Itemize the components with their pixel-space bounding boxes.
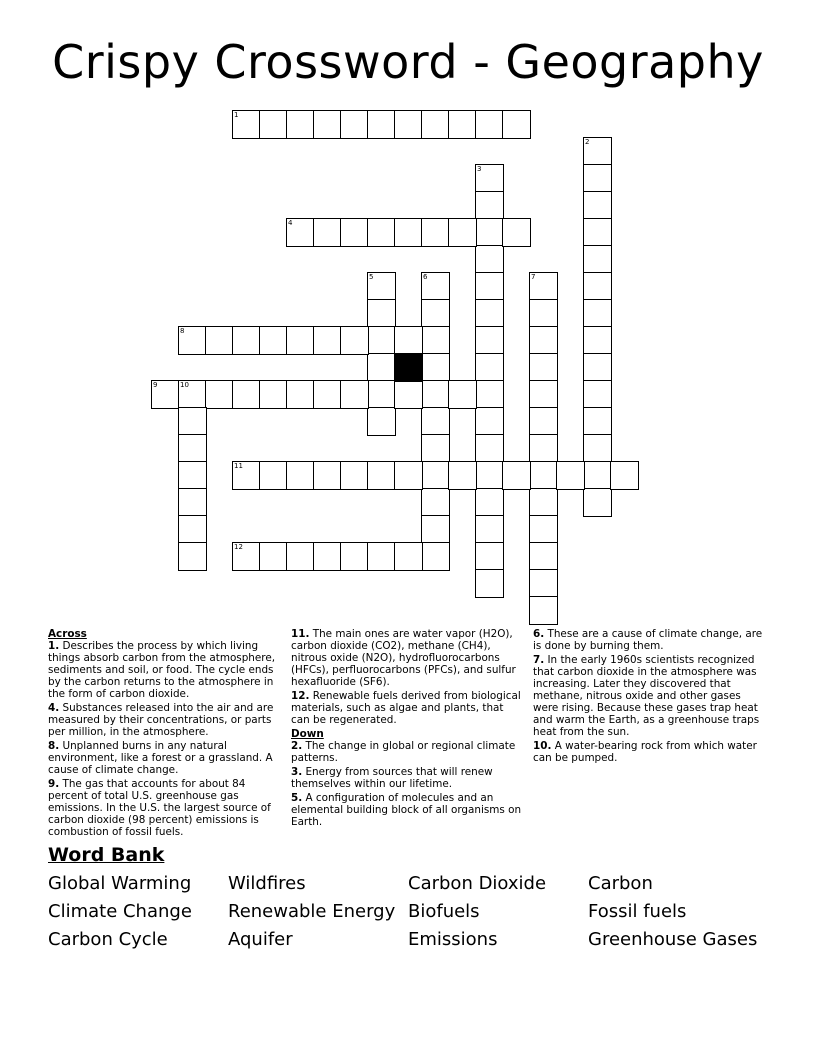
grid-cell[interactable] — [448, 380, 477, 409]
clue-number: 12 — [234, 543, 243, 551]
grid-cell[interactable] — [178, 488, 207, 517]
word-bank-item: Carbon Dioxide — [408, 873, 547, 894]
grid-cell[interactable] — [583, 353, 612, 382]
grid-cell[interactable] — [178, 407, 207, 436]
clue-text: Energy from sources that will renew themselves within our lifetime. — [291, 766, 493, 790]
word-bank-item: Biofuels — [408, 901, 480, 922]
grid-cell[interactable] — [421, 110, 450, 139]
clue-text: A configuration of molecules and an elemental building block of all organisms on Earth. — [291, 792, 522, 828]
down-heading: Down — [291, 728, 324, 740]
grid-cell[interactable] — [286, 542, 315, 571]
clue-number-label: 6. — [533, 628, 545, 640]
grid-cell[interactable] — [475, 407, 504, 436]
grid-cell[interactable] — [340, 110, 369, 139]
word-bank-item: Climate Change — [48, 901, 192, 922]
grid-cell[interactable] — [394, 542, 423, 571]
word-bank-item: Renewable Energy — [228, 901, 396, 922]
grid-cell[interactable] — [421, 353, 450, 382]
grid-cell[interactable] — [583, 191, 612, 220]
grid-cell[interactable] — [286, 218, 315, 247]
grid-cell[interactable] — [502, 218, 531, 247]
grid-cell[interactable] — [475, 218, 504, 247]
clue-number-label: 7. — [533, 654, 545, 666]
grid-cell[interactable] — [475, 542, 504, 571]
grid-cell[interactable] — [232, 380, 261, 409]
grid-cell[interactable] — [178, 434, 207, 463]
grid-cell[interactable] — [367, 542, 396, 571]
grid-cell[interactable] — [475, 488, 504, 517]
grid-cell[interactable] — [178, 326, 207, 355]
clue — [291, 690, 523, 726]
grid-cell[interactable] — [529, 461, 558, 490]
grid-cell[interactable] — [421, 515, 450, 544]
grid-cell[interactable] — [529, 542, 558, 571]
across-clue-list — [48, 640, 280, 838]
grid-cell[interactable] — [421, 461, 450, 490]
grid-cell[interactable] — [448, 218, 477, 247]
grid-cell[interactable] — [421, 218, 450, 247]
clue — [48, 702, 280, 738]
word-bank-item: Fossil fuels — [588, 901, 687, 922]
clue-number-label: 9. — [48, 778, 60, 790]
clue-number-label: 4. — [48, 702, 60, 714]
grid-block — [394, 353, 423, 382]
word-bank-item: Global Warming — [48, 873, 192, 894]
grid-cell[interactable] — [475, 299, 504, 328]
grid-cell[interactable] — [583, 326, 612, 355]
grid-cell[interactable] — [394, 326, 423, 355]
grid-cell[interactable] — [205, 380, 234, 409]
word-bank-item: Carbon — [588, 873, 653, 894]
grid-cell[interactable] — [583, 434, 612, 463]
grid-cell[interactable] — [178, 515, 207, 544]
grid-cell[interactable] — [475, 380, 504, 409]
grid-cell[interactable] — [394, 380, 423, 409]
clue-text: Renewable fuels derived from biological materials, such as algae and plants, that can be regenerated. — [291, 690, 521, 726]
grid-cell[interactable] — [313, 461, 342, 490]
grid-cell[interactable] — [232, 110, 261, 139]
word-bank — [48, 872, 808, 952]
grid-cell[interactable] — [502, 461, 531, 490]
clue-number: 2 — [585, 138, 590, 146]
clue-number-label: 10. — [533, 740, 552, 752]
grid-cell[interactable] — [313, 542, 342, 571]
clue-number: 9 — [153, 381, 158, 389]
grid-cell[interactable] — [151, 380, 180, 409]
across-heading: Across — [48, 628, 87, 640]
clue-text: Describes the process by which living things absorb carbon from the atmosphere, sediments and soil, or food. The cycle ends by the carbon returns to the atmosphere in the form of carbon dioxide. — [48, 640, 276, 700]
grid-cell[interactable] — [313, 326, 342, 355]
grid-cell[interactable] — [556, 461, 585, 490]
grid-cell[interactable] — [529, 488, 558, 517]
grid-cell[interactable] — [475, 461, 504, 490]
clue-text: Unplanned burns in any natural environment, like a forest or a grassland. A cause of climate change. — [48, 740, 273, 776]
clue — [48, 740, 280, 776]
grid-cell[interactable] — [367, 380, 396, 409]
grid-cell[interactable] — [394, 461, 423, 490]
clue-number-label: 3. — [291, 766, 303, 778]
across-clue-list-continued — [291, 628, 523, 726]
grid-cell[interactable] — [475, 326, 504, 355]
grid-cell[interactable] — [529, 272, 558, 301]
grid-cell[interactable] — [394, 110, 423, 139]
grid-cell[interactable] — [529, 353, 558, 382]
grid-cell[interactable] — [232, 326, 261, 355]
clue — [533, 628, 769, 652]
grid-cell[interactable] — [421, 272, 450, 301]
clue-number: 8 — [180, 327, 185, 335]
grid-cell[interactable] — [475, 110, 504, 139]
grid-cell[interactable] — [178, 461, 207, 490]
clue — [533, 654, 769, 738]
grid-cell[interactable] — [367, 326, 396, 355]
grid-cell[interactable] — [286, 380, 315, 409]
grid-cell[interactable] — [610, 461, 639, 490]
grid-cell[interactable] — [259, 380, 288, 409]
grid-cell[interactable] — [583, 137, 612, 166]
grid-cell[interactable] — [259, 461, 288, 490]
grid-cell[interactable] — [367, 353, 396, 382]
grid-cell[interactable] — [394, 218, 423, 247]
grid-cell[interactable] — [475, 164, 504, 193]
clue-number: 11 — [234, 462, 243, 470]
grid-cell[interactable] — [529, 596, 558, 625]
grid-cell[interactable] — [421, 434, 450, 463]
clue-text: A water-bearing rock from which water can be pumped. — [533, 740, 757, 764]
grid-cell[interactable] — [583, 164, 612, 193]
down-clue-list-continued — [533, 628, 769, 764]
grid-cell[interactable] — [178, 380, 207, 409]
word-bank-item: Emissions — [408, 929, 498, 950]
clue — [291, 766, 523, 790]
grid-cell[interactable] — [475, 272, 504, 301]
clue — [48, 640, 280, 700]
word-bank-heading: Word Bank — [48, 844, 165, 866]
clue-number: 10 — [180, 381, 189, 389]
grid-cell[interactable] — [448, 110, 477, 139]
grid-cell[interactable] — [583, 272, 612, 301]
grid-cell[interactable] — [259, 110, 288, 139]
grid-cell[interactable] — [286, 110, 315, 139]
grid-cell[interactable] — [367, 299, 396, 328]
grid-cell[interactable] — [340, 380, 369, 409]
grid-cell[interactable] — [259, 542, 288, 571]
grid-cell[interactable] — [475, 515, 504, 544]
clues-column-2 — [291, 628, 523, 830]
clue — [48, 778, 280, 838]
clue-number: 7 — [531, 273, 536, 281]
word-bank-item: Greenhouse Gases — [588, 929, 758, 950]
clues-column-3 — [533, 628, 769, 766]
clue-number: 4 — [288, 219, 293, 227]
grid-cell[interactable] — [475, 569, 504, 598]
grid-cell[interactable] — [367, 110, 396, 139]
page-title: Crispy Crossword - Geography — [52, 35, 764, 89]
grid-cell[interactable] — [205, 326, 234, 355]
grid-cell[interactable] — [259, 326, 288, 355]
grid-cell[interactable] — [475, 191, 504, 220]
grid-cell[interactable] — [340, 218, 369, 247]
grid-cell[interactable] — [529, 434, 558, 463]
clue-text: In the early 1960s scientists recognized that carbon dioxide in the atmosphere was increasing. Later they discovered that methane, nitrous oxide and other gases were rising. Because these gases trap heat and warm the Earth, as a greenhouse traps heat from the sun. — [533, 654, 760, 738]
clue — [533, 740, 769, 764]
clue-number-label: 12. — [291, 690, 310, 702]
clue — [291, 792, 523, 828]
grid-cell[interactable] — [529, 299, 558, 328]
clue-number: 3 — [477, 165, 482, 173]
clue-number-label: 1. — [48, 640, 60, 652]
clue-text: The change in global or regional climate patterns. — [291, 740, 516, 764]
grid-cell[interactable] — [583, 488, 612, 517]
grid-cell[interactable] — [583, 245, 612, 274]
clue-text: The gas that accounts for about 84 percent of total U.S. greenhouse gas emissions. In the U.S. the largest source of carbon dioxide (98 percent) emissions is combustion of fossil fuels. — [48, 778, 271, 838]
grid-cell[interactable] — [529, 407, 558, 436]
grid-cell[interactable] — [313, 218, 342, 247]
grid-cell[interactable] — [340, 461, 369, 490]
grid-cell[interactable] — [367, 218, 396, 247]
grid-cell[interactable] — [529, 380, 558, 409]
down-clue-list — [291, 740, 523, 828]
clue-number-label: 11. — [291, 628, 310, 640]
grid-cell[interactable] — [421, 542, 450, 571]
clue-text: These are a cause of climate change, are is done by burning them. — [533, 628, 763, 652]
grid-cell[interactable] — [313, 110, 342, 139]
grid-cell[interactable] — [475, 245, 504, 274]
grid-cell[interactable] — [583, 461, 612, 490]
grid-cell[interactable] — [421, 326, 450, 355]
grid-cell[interactable] — [421, 380, 450, 409]
clue-text: Substances released into the air and are measured by their concentrations, or parts per million, in the atmosphere. — [48, 702, 274, 738]
grid-cell[interactable] — [367, 461, 396, 490]
grid-cell[interactable] — [421, 488, 450, 517]
grid-cell[interactable] — [286, 461, 315, 490]
clue-number: 6 — [423, 273, 428, 281]
grid-cell[interactable] — [421, 407, 450, 436]
grid-cell[interactable] — [232, 461, 261, 490]
grid-cell[interactable] — [529, 326, 558, 355]
grid-cell[interactable] — [475, 353, 504, 382]
grid-cell[interactable] — [502, 110, 531, 139]
clue-text: The main ones are water vapor (H2O), carbon dioxide (CO2), methane (CH4), nitrous oxide (N2O), hydrofluorocarbons (HFCs), perfluorocarbons (PFCs), and sulfur hexafluoride (SF6). — [291, 628, 516, 688]
clues-column-1 — [48, 628, 280, 840]
grid-cell[interactable] — [583, 299, 612, 328]
word-bank-item: Wildfires — [228, 873, 306, 894]
grid-cell[interactable] — [583, 380, 612, 409]
word-bank-item: Aquifer — [228, 929, 293, 950]
grid-cell[interactable] — [313, 380, 342, 409]
clue-number-label: 8. — [48, 740, 60, 752]
grid-cell[interactable] — [367, 272, 396, 301]
grid-cell[interactable] — [340, 326, 369, 355]
clue — [291, 740, 523, 764]
grid-cell[interactable] — [583, 218, 612, 247]
clue-number-label: 2. — [291, 740, 303, 752]
grid-cell[interactable] — [583, 407, 612, 436]
word-bank-item: Carbon Cycle — [48, 929, 168, 950]
grid-cell[interactable] — [448, 461, 477, 490]
clue-number-label: 5. — [291, 792, 303, 804]
grid-cell[interactable] — [232, 542, 261, 571]
grid-cell[interactable] — [529, 569, 558, 598]
grid-cell[interactable] — [178, 542, 207, 571]
clue-number: 5 — [369, 273, 374, 281]
clue — [291, 628, 523, 688]
grid-cell[interactable] — [367, 407, 396, 436]
clue-number: 1 — [234, 111, 239, 119]
grid-cell[interactable] — [529, 515, 558, 544]
grid-cell[interactable] — [421, 299, 450, 328]
grid-cell[interactable] — [340, 542, 369, 571]
grid-cell[interactable] — [286, 326, 315, 355]
grid-cell[interactable] — [475, 434, 504, 463]
